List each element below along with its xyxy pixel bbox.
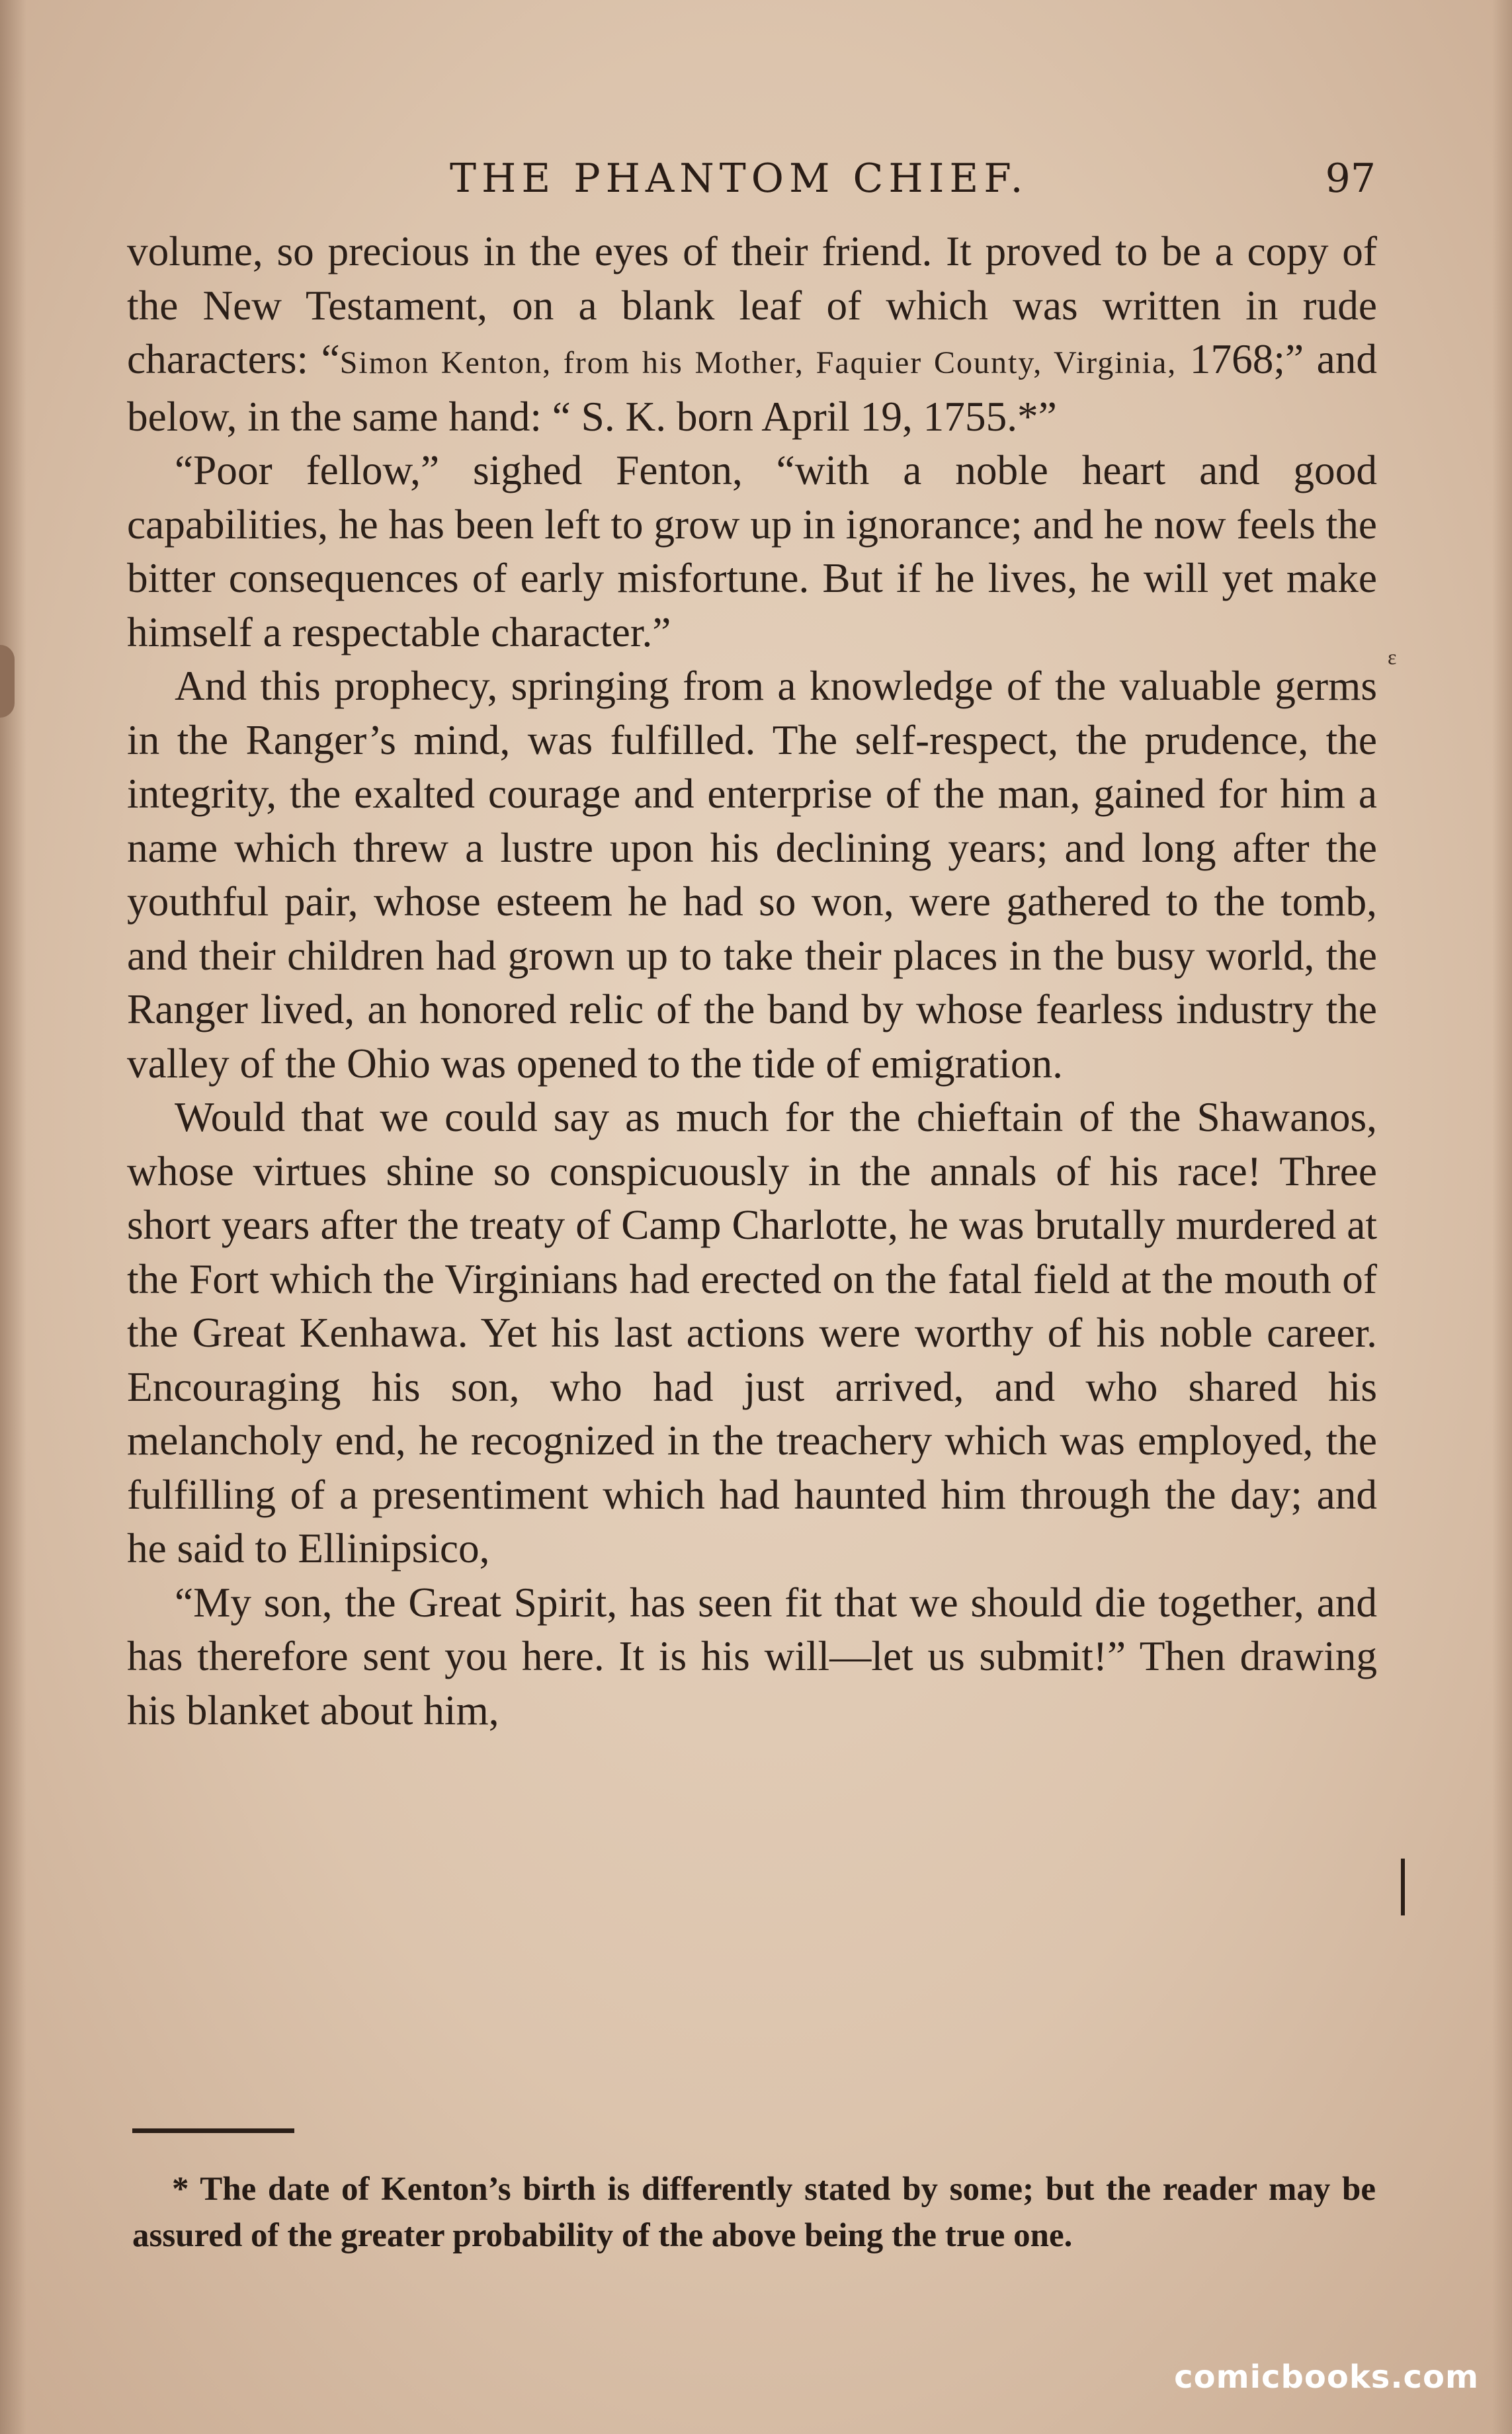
footnote-rule	[132, 2128, 294, 2133]
inscription-small-caps: Simon Kenton, from his Mother, Faquier County, Virginia,	[339, 345, 1177, 380]
paragraph-4: Would that we could say as much for the chieftain of the Shawanos, whose virtues shine so conspicuously in the annals of his race! Three short years after the treaty of Camp Charlotte, he was brutally murdered at the Fort which the Virginians had erected on the fatal field at the mouth of the Great Kenhawa. Yet his last actions were worthy of his noble career. Encouraging his son, who had just arrived, and who shared his melancholy end, he recognized in the treachery which was employed, the fulfilling of a presentiment which had haunted him through the day; and he said to Ellinipsico,	[127, 1094, 1377, 1572]
page-header	[126, 155, 1376, 208]
margin-line	[1401, 1859, 1405, 1915]
page-shadow-left	[0, 0, 26, 2434]
footnote-text: * The date of Kenton’s birth is differently stated by some; but the reader may be assured of the greater probability of the above being the true one.	[132, 2171, 1376, 2254]
page-number: 97	[1325, 155, 1376, 202]
paragraph-2: “Poor fellow,” sighed Fenton, “with a noble heart and good capabilities, he has been left to grow up in ignorance; and he now feels the bitter consequences of early misfortune. But if he lives, he will yet make himself a respectable character.”	[127, 447, 1377, 655]
margin-mark: ε	[1388, 645, 1397, 669]
paragraph-5: “My son, the Great Spirit, has seen fit that we should die together, and has therefore sent you here. It is his will—let us submit!” Then drawing his blanket about him,	[127, 1579, 1377, 1734]
paragraph-3: And this prophecy, springing from a knowledge of the valuable germs in the Ranger’s mind, was fulfilled. The self-respect, the prudence, the integrity, the exalted courage and enterprise of the man, gained for him a name which threw a lustre upon his declining years; and long after the youthful pair, whose esteem he had so won, were gathered to the tomb, and their children had grown up to take their places in the busy world, the Ranger lived, an honored relic of the band by whose fearless industry the valley of the Ohio was opened to the tide of emigration.	[127, 663, 1377, 1087]
page-stain	[0, 645, 15, 718]
paragraph-1-start: volume, so precious in the eyes of their friend. It proved to be a copy of the New Testament, on a blank leaf of which was written in rude characters: “	[127, 228, 1377, 382]
watermark: comicbooks.com	[1174, 2359, 1479, 2396]
paragraph-1-end: 1768;” and below, in the same hand: “ S. K. born April 19, 1755.*”	[127, 336, 1377, 440]
body-text	[127, 225, 1377, 1738]
footnote	[132, 2166, 1376, 2259]
running-title: THE PHANTOM CHIEF.	[450, 155, 1029, 202]
page-shadow-right	[1492, 0, 1512, 2434]
paragraph-1	[127, 225, 1377, 444]
